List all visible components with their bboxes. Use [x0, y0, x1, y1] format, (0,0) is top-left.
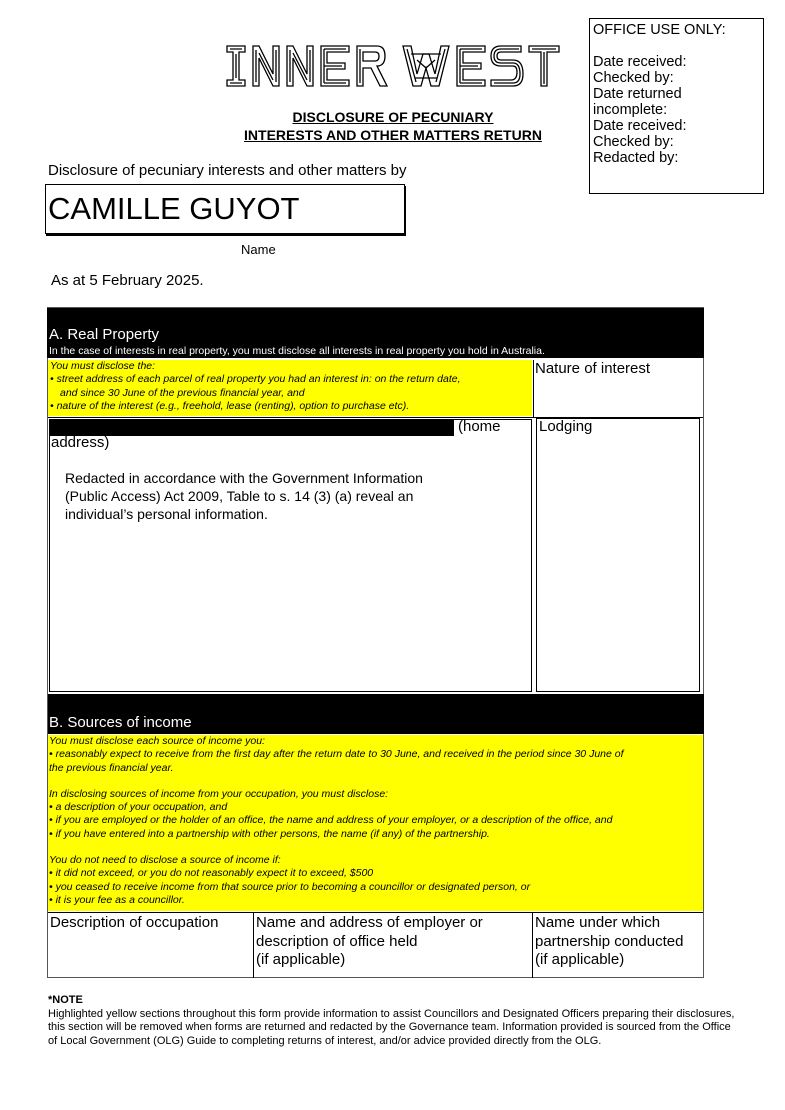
office-use-line: Checked by: — [593, 134, 674, 150]
nature-of-interest-header: Nature of interest — [535, 360, 651, 377]
note-title: *NOTE — [48, 994, 83, 1006]
guidance-line: and since 30 June of the previous financial year, and — [60, 386, 305, 399]
row-divider — [48, 912, 703, 913]
column-header-line: Description of occupation — [50, 914, 219, 931]
name-field[interactable]: CAMILLE GUYOT — [45, 184, 405, 234]
column-divider — [532, 912, 533, 978]
column-header-partnership — [535, 914, 683, 970]
address-label: address) — [51, 434, 110, 451]
disclosure-by-label: Disclosure of pecuniary interests and other matters by — [48, 162, 407, 179]
section-a-intro: In the case of interests in real property, you must disclose all interests in real property you hold in Australia. — [49, 345, 545, 357]
section-a-header — [47, 308, 704, 358]
redaction-bar — [50, 419, 454, 436]
column-header-occupation — [50, 914, 218, 933]
form-title-line: DISCLOSURE OF PECUNIARY — [292, 109, 494, 125]
column-header-line: Name and address of employer or — [256, 914, 483, 931]
column-header-line: partnership conducted — [535, 932, 684, 950]
column-header-line: (if applicable) — [535, 951, 625, 968]
redaction-note: Redacted in accordance with the Government Information (Public Access) Act 2009, Table to s. 14 (3) (a) reveal an individual’s personal information. — [65, 470, 423, 522]
guidance-line: • it is your fee as a councillor. — [49, 893, 185, 906]
inner-west-logo — [225, 44, 561, 88]
column-header-line: description of office held — [256, 932, 418, 950]
office-use-line: Redacted by: — [593, 150, 679, 166]
guidance-line: • it did not exceed, or you do not reasonably expect it to exceed, $500 — [49, 867, 374, 880]
nature-of-interest-field[interactable] — [536, 418, 700, 692]
column-header-line: Name under which — [535, 914, 661, 931]
guidance-line: • if you are employed or the holder of an office, the name and address of your employer, or a description of the office, and — [49, 814, 613, 827]
guidance-line: • you ceased to receive income from that source prior to becoming a councillor or designated person, or — [49, 880, 531, 893]
office-use-line: Date received: — [593, 118, 687, 134]
name-label: Name — [241, 242, 276, 257]
section-a-guidance — [48, 360, 532, 416]
as-at-date: As at 5 February 2025. — [51, 272, 204, 289]
column-divider — [533, 360, 534, 417]
office-use-title: OFFICE USE ONLY: — [593, 22, 726, 38]
guidance-line: • nature of the interest (e.g., freehold, lease (renting), option to purchase etc). — [50, 399, 410, 412]
form-title-line: INTERESTS AND OTHER MATTERS RETURN — [244, 127, 542, 143]
guidance-line: You do not need to disclose a source of income if: — [49, 854, 281, 867]
note-text: Highlighted yellow sections throughout this form provide information to assist Councillors and Designated Officers preparing their disclosures, this section will be removed when forms are returned and redacted by the Governance team. Information provided is sourced from the Office of Local Government (OLG) Guide to completing returns of interest, and/or advice provided directly from the OLG. — [48, 1008, 735, 1047]
guidance-line: the previous financial year. — [49, 761, 174, 774]
form-title — [200, 108, 586, 144]
section-b-guidance — [48, 735, 703, 911]
column-divider — [253, 912, 254, 978]
section-a-heading: A. Real Property — [49, 326, 160, 343]
office-use-line: Date returned — [593, 86, 682, 102]
office-use-box — [589, 18, 764, 194]
office-use-line: incomplete: — [593, 102, 668, 118]
guidance-line: • street address of each parcel of real property you had an interest in: on the return date, — [50, 373, 461, 386]
guidance-line: • if you have entered into a partnership with other persons, the name (if any) of the partnership. — [49, 827, 490, 840]
home-label: (home — [458, 418, 501, 435]
guidance-line: In disclosing sources of income from your occupation, you must disclose: — [49, 787, 389, 800]
office-use-line: Checked by: — [593, 70, 674, 86]
guidance-line: • a description of your occupation, and — [49, 801, 228, 814]
office-use-line: Date received: — [593, 54, 687, 70]
guidance-line: You must disclose each source of income you: — [49, 735, 265, 747]
column-header-employer — [256, 914, 483, 970]
address-field[interactable] — [49, 419, 532, 692]
guidance-line: • reasonably expect to receive from the first day after the return date to 30 June, and received in the period since 30 June of — [49, 748, 624, 761]
guidance-line: You must disclose the: — [50, 360, 156, 372]
column-header-line: (if applicable) — [256, 951, 346, 968]
nature-of-interest-value: Lodging — [539, 418, 593, 435]
section-b-heading: B. Sources of income — [49, 714, 192, 731]
section-b-header — [48, 694, 704, 734]
